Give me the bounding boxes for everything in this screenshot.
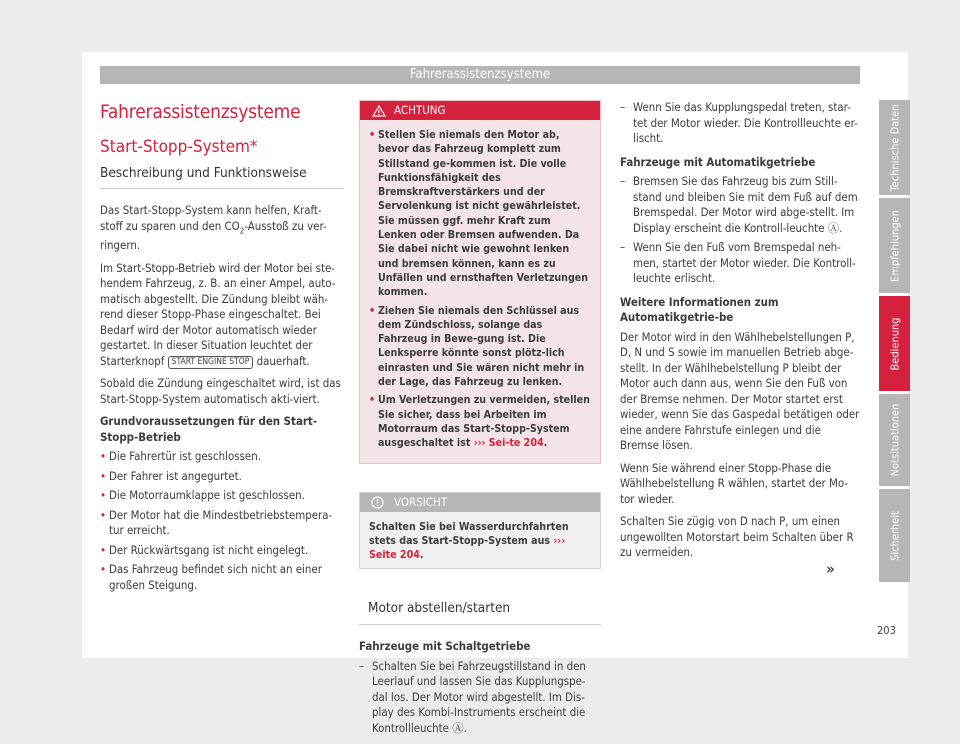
section-heading: Motor abstellen/starten (359, 599, 601, 625)
running-header: Fahrerassistenzsysteme (100, 66, 860, 84)
reverse-paragraph: Wenn Sie während einer Stopp-Phase die Wählhebelstellung R wählen, startet der Mo-tor wieder. (620, 460, 849, 506)
list-item: – Schalten Sie bei Fahrzeugstillstand in den Leerlauf und lassen Sie das Kupplungspe-dal los. Der Motor wird abgestellt. Im Dis-play des Kombi-Instruments erscheint die Kontrollleuchte Ⓐ. (359, 659, 601, 737)
automatic-transmission-title: Fahrzeuge mit Automatikgetriebe (620, 154, 816, 169)
caution-header (360, 493, 600, 512)
tab-empfehlungen[interactable]: Empfehlungen (879, 198, 910, 293)
chapter-title: Fahrerassistenzsysteme (100, 101, 301, 123)
automatic-info-title: Weitere Informationen zum Automatikgetrie-be (620, 294, 779, 324)
prerequisites-title: Grundvoraussetzungen für den Start-Stopp-Betrieb (100, 414, 318, 444)
warning-header (360, 101, 600, 120)
tab-technische-daten[interactable]: Technische Daten (879, 100, 910, 195)
tab-notsituationen[interactable]: Notsituationen (879, 394, 910, 486)
intro-paragraph: Das Start-Stopp-System kann helfen, Kraft-stoff zu sparen und den $CO_2$-Ausstoß zu ver-ringern. (100, 203, 327, 253)
subsection-title: Beschreibung und Funktionsweise (100, 164, 344, 189)
warning-triangle-icon (372, 104, 386, 123)
start-engine-stop-button-label: START ENGINE STOP (168, 356, 254, 369)
list-item: – Bremsen Sie das Fahrzeug bis zum Still-stand und bleiben Sie mit dem Fuß auf dem Bremspedal. Der Motor wird abge-stellt. Im Display erscheint die Kontroll-leuchte Ⓐ. (620, 174, 860, 236)
column-left (100, 100, 344, 599)
section-title: Start-Stopp-System* (100, 137, 258, 157)
page-number: 203 (877, 624, 896, 637)
list-item: • Die Motorraumklappe ist geschlossen. (100, 488, 344, 504)
warning-item: • Ziehen Sie niemals den Schlüssel aus dem Zündschloss, solange das Fahrzeug in Bewe-gung ist. Die Lenksperre könnte sonst plötz-lich einrasten und Sie wären nicht mehr in der Lage, das Fahrzeug zu lenken. (369, 304, 591, 390)
tab-sicherheit[interactable]: Sicherheit (879, 489, 910, 582)
manual-transmission-title: Fahrzeuge mit Schaltgetriebe (359, 639, 531, 654)
page-link[interactable]: ››› Sei-te 204 (473, 437, 544, 450)
continue-arrow-icon: » (826, 560, 835, 578)
automatic-list (620, 174, 860, 287)
warning-list (369, 128, 591, 451)
manual-list-continued (620, 100, 860, 147)
caution-text: Schalten Sie bei Wasserdurchfahrten stets das Start-Stopp-System aus ››› Seite 204. (369, 520, 569, 562)
list-item: • Das Fahrzeug befindet sich nicht an einer großen Steigung. (100, 562, 344, 593)
warning-box (359, 100, 601, 464)
shift-paragraph: Schalten Sie zügig von D nach P, um einen ungewollten Motorstart beim Schalten über R zu vermeiden. (620, 514, 854, 559)
list-item: • Der Motor hat die Mindestbetriebstempera-tur erreicht. (100, 508, 344, 539)
activation-paragraph: Sobald die Zündung eingeschaltet wird, ist das Start-Stopp-System automatisch akti-viert. (100, 376, 341, 406)
caution-circle-icon (371, 496, 384, 515)
list-item: • Der Fahrer ist angegurtet. (100, 469, 344, 485)
list-item: • Die Fahrertür ist geschlossen. (100, 449, 344, 465)
caution-title: VORSICHT (394, 494, 448, 509)
column-middle (359, 100, 601, 744)
automatic-info-paragraph: Der Motor wird in den Wählhebelstellungen P, D, N und S sowie im manuellen Betrieb abge-stellt. In der Wählhebelstellung P bleibt der Motor auch dann aus, wenn Sie den Fuß von der Bremse nehmen. Der Motor startet erst wieder, wenn Sie das Gaspedal betätigen oder eine andere Fahrstufe einlegen und die Bremse lösen. (620, 329, 860, 452)
column-right (620, 100, 860, 568)
warning-item: • Um Verletzungen zu vermeiden, stellen Sie sicher, dass bei Arbeiten im Motorraum das Start-Stopp-System ausgeschaltet ist ››› Sei-te 204. (369, 393, 591, 450)
prerequisites-list (100, 449, 344, 593)
page-link[interactable]: ››› Seite 204 (369, 534, 566, 562)
caution-box (359, 492, 601, 570)
tab-bedienung[interactable]: Bedienung (879, 296, 910, 391)
manual-list (359, 659, 601, 737)
list-item: – Wenn Sie das Kupplungspedal treten, star-tet der Motor wieder. Die Kontrollleuchte er-lischt. (620, 100, 860, 147)
warning-item: • Stellen Sie niemals den Motor ab, bevor das Fahrzeug komplett zum Stillstand ge-kommen ist. Die volle Funktionsfähigkeit des Bremskraftverstärkers und der Servolenkung ist nicht gewährleistet. Sie müssen ggf. mehr Kraft zum Lenken oder Bremsen aufwenden. Da Sie dabei nicht wie gewohnt lenken und bremsen können, kann es zu Unfällen und ernsthaften Verletzungen kommen. (369, 128, 591, 300)
list-item: – Wenn Sie den Fuß vom Bremspedal neh-men, startet der Motor wieder. Die Kontroll-leuchte erlischt. (620, 240, 860, 287)
warning-title: ACHTUNG (394, 103, 446, 117)
list-item: • Der Rückwärtsgang ist nicht eingelegt. (100, 543, 344, 559)
operation-paragraph: Im Start-Stopp-Betrieb wird der Motor bei ste-hendem Fahrzeug, z. B. an einer Ampel, auto-matisch abgestellt. Die Zündung bleibt wäh-rend dieser Stopp-Phase eingeschaltet. Bei Bedarf wird der Motor automatisch wieder gestartet. In dieser Situation leuchtet der Starterknopf START ENGINE STOP dauerhaft. (100, 260, 336, 368)
